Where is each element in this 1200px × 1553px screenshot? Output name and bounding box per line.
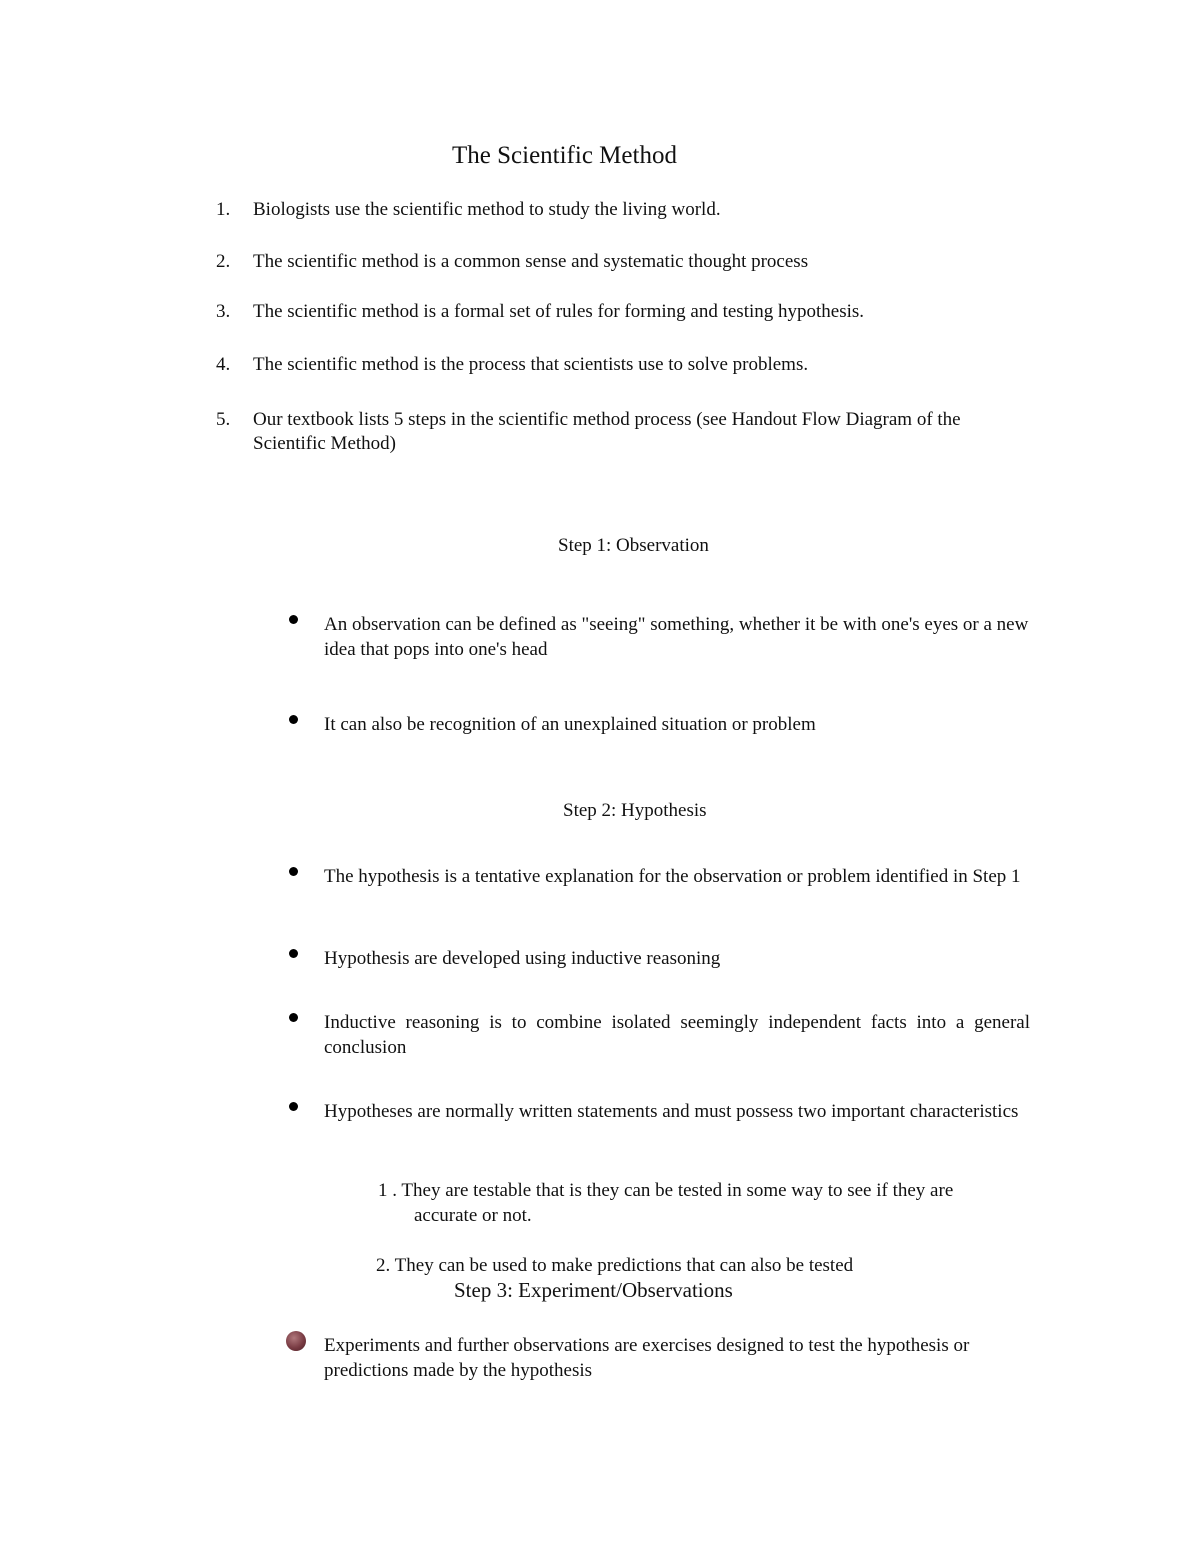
item-number: 1. [216, 199, 231, 220]
bullet-text: The hypothesis is a tentative explanation for the observation or problem identified in Step 1 [324, 866, 1021, 887]
bullet-icon [289, 949, 298, 958]
item-number: 2. [216, 251, 231, 272]
page-title: The Scientific Method [452, 142, 677, 169]
bullet-icon [289, 1102, 298, 1111]
bullet-text: It can also be recognition of an unexplained situation or problem [324, 714, 816, 735]
bullet-icon [289, 867, 298, 876]
item-text: Our textbook lists 5 steps in the scientific method process (see Handout Flow Diagram of the Scientific Method) [253, 409, 961, 454]
item-text: Biologists use the scientific method to study the living world. [253, 199, 721, 220]
bullet-text: Inductive reasoning is to combine isolated seemingly independent facts into a general conclusion [324, 1012, 1030, 1058]
bullet-text: An observation can be defined as "seeing" something, whether it be with one's eyes or a new idea that pops into one's head [324, 614, 1029, 660]
item-text: The scientific method is a common sense and systematic thought process [253, 251, 809, 272]
item-text: The scientific method is a formal set of rules for forming and testing hypothesis. [253, 301, 865, 322]
bullet-text: Hypothesis are developed using inductive reasoning [324, 948, 721, 969]
bullet-icon [289, 715, 298, 724]
bullet-text: Hypotheses are normally written statements and must possess two important characteristics [324, 1101, 1019, 1122]
item-text: The scientific method is the process that scientists use to solve problems. [253, 354, 809, 375]
bullet-icon [286, 1331, 306, 1351]
bullet-icon [289, 1013, 298, 1022]
characteristic-2 [376, 1253, 853, 1278]
step1-heading: Step 1: Observation [558, 535, 709, 556]
bullet-icon [289, 615, 298, 624]
item-number: 3. [216, 301, 231, 322]
characteristic-text-continued: accurate or not. [414, 1205, 532, 1226]
step2-heading: Step 2: Hypothesis [563, 800, 707, 821]
item-number: 5. [216, 409, 231, 430]
characteristic-1 [378, 1178, 953, 1228]
item-number: 4. [216, 354, 231, 375]
step3-heading: Step 3: Experiment/Observations [454, 1278, 733, 1302]
characteristic-text: 2. They can be used to make predictions that can also be tested [376, 1255, 854, 1276]
characteristic-text: 1 . They are testable that is they can be tested in some way to see if they are [378, 1180, 954, 1201]
bullet-text: Experiments and further observations are exercises designed to test the hypothesis or predictions made by the hypothesis [324, 1335, 970, 1381]
